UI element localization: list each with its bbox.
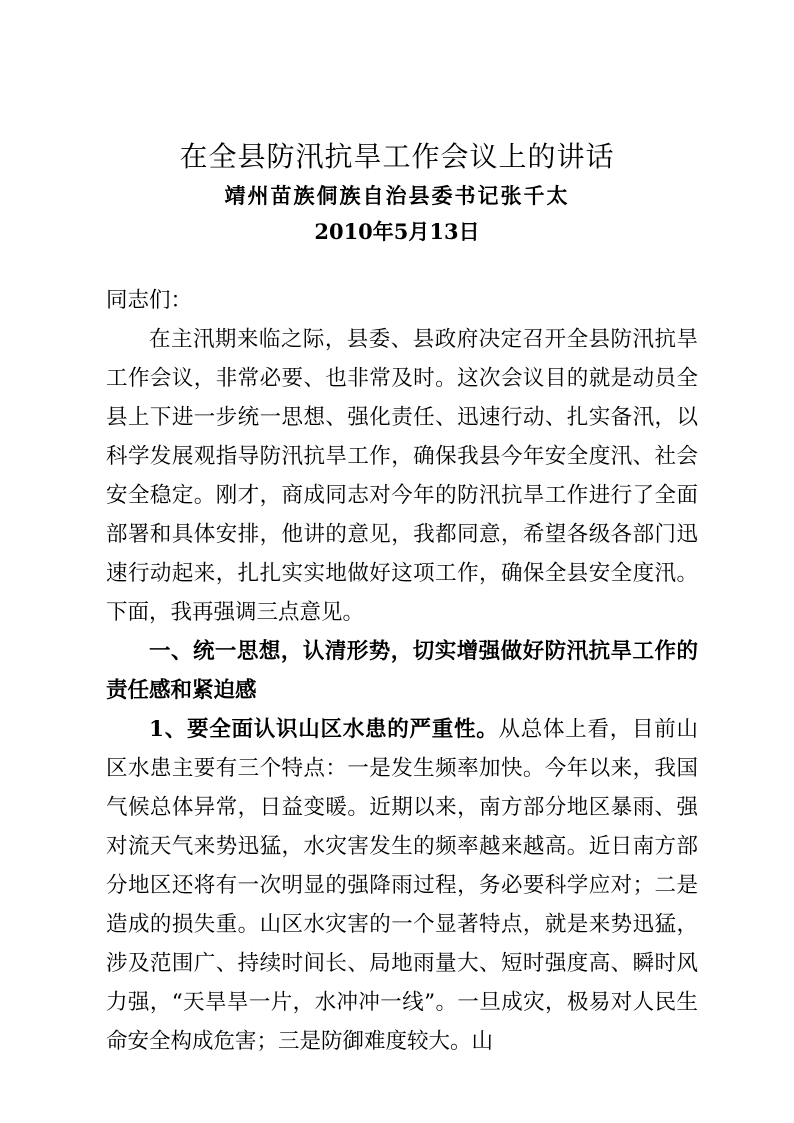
speech-date: 2010年5月13日	[314, 219, 480, 244]
point-paragraph	[106, 710, 698, 1061]
salutation: 同志们：	[106, 288, 193, 313]
section-heading: 一、统一思想，认清形势，切实增强做好防汛抗旱工作的责任感和紧迫感	[106, 639, 698, 703]
intro-paragraph: 在主汛期来临之际，县委、县政府决定召开全县防汛抗旱工作会议，非常必要、也非常及时。这次会议目的就是动员全县上下进一步统一思想、强化责任、迅速行动、扎实备汛，以科学发展观指导防汛抗旱工作，确保我县今年安全度汛、社会安全稳定。刚才，商成同志对今年的防汛抗旱工作进行了全面部署和具体安排，他讲的意见，我都同意，希望各级各部门迅速行动起来，扎扎实实地做好这项工作，确保全县安全度汛。下面，我再强调三点意见。	[106, 327, 698, 625]
point-body: 从总体上看，目前山区水患主要有三个特点：一是发生频率加快。今年以来，我国气候总体异常，日益变暖。近期以来，南方部分地区暴雨、强对流天气来势迅猛，水灾害发生的频率越来越高。近日南方部分地区还将有一次明显的强降雨过程，务必要科学应对；二是造成的损失重。山区水灾害的一个显著特点，就是来势迅猛，涉及范围广、持续时间长、局地雨量大、短时强度高、瞬时风力强，“天旱旱一片，水冲冲一线”。一旦成灾，极易对人民生命安全构成危害；三是防御难度较大。山	[106, 717, 698, 1054]
speaker-line: 靖州苗族侗族自治县委书记张千太	[224, 183, 570, 208]
document-title: 在全县防汛抗旱工作会议上的讲话	[179, 140, 615, 173]
document-body	[106, 281, 698, 1061]
point-lead: 1、要全面认识山区水患的严重性。	[149, 717, 499, 742]
